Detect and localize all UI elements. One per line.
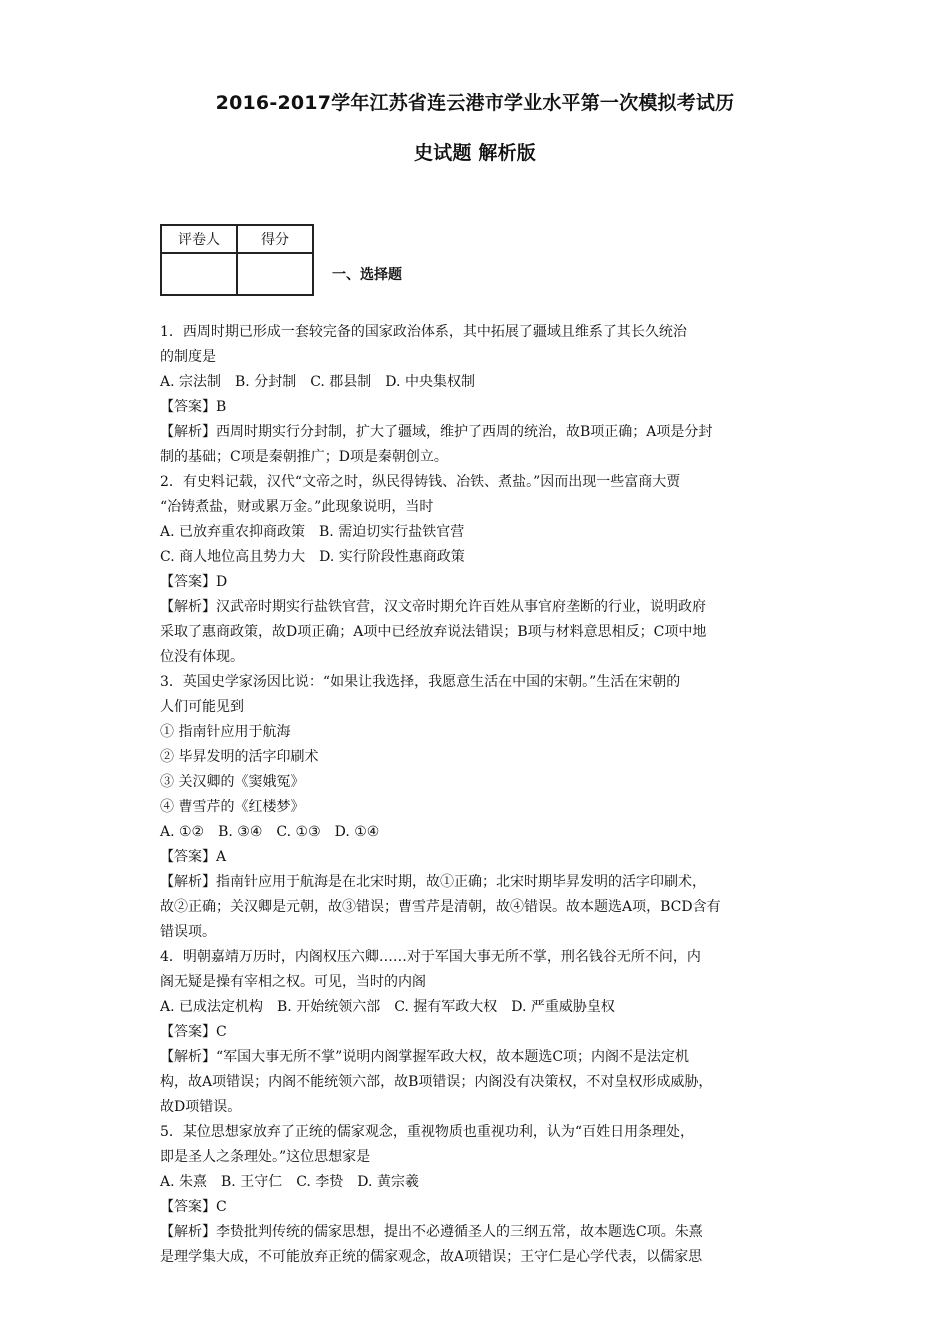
text-line: “冶铸煮盐，财或累万金。”此现象说明，当时 <box>160 499 434 515</box>
document-title-line-2: 史试题 解析版 <box>413 142 536 164</box>
text-line: 【解析】西周时期实行分封制，扩大了疆域，维护了西周的统治，故B项正确；A项是分封 <box>160 424 713 440</box>
text-line: 【解析】指南针应用于航海是在北宋时期，故①正确；北宋时期毕昇发明的活字印刷术， <box>160 874 706 890</box>
score-header: 得分 <box>237 225 313 253</box>
text-line: 2．有史料记载，汉代“文帝之时，纵民得铸钱、冶铁、煮盐。”因而出现一些富商大贾 <box>160 474 681 490</box>
text-line: 3．英国史学家汤因比说：“如果让我选择，我愿意生活在中国的宋朝。”生活在宋朝的 <box>160 674 681 690</box>
text-line: ③ 关汉卿的《窦娥冤》 <box>160 774 305 790</box>
text-line: 故D项错误。 <box>160 1099 242 1115</box>
text-line: A. 朱熹 B. 王守仁 C. 李贽 D. 黄宗羲 <box>160 1174 419 1190</box>
text-line: 4．明朝嘉靖万历时，内阁权压六卿……对于军国大事无所不掌，刑名钱谷无所不问，内 <box>160 949 701 965</box>
text-line: 【答案】C <box>160 1199 227 1215</box>
text-line: 5．某位思想家放弃了正统的儒家观念，重视物质也重视功利，认为“百姓日用条理处， <box>160 1124 695 1140</box>
score-table <box>160 224 314 296</box>
section-heading: 一、选择题 <box>332 267 402 283</box>
text-line: 【答案】A <box>160 849 227 865</box>
text-line: 构，故A项错误；内阁不能统领六部，故B项错误；内阁没有决策权，不对皇权形成威胁， <box>160 1074 713 1090</box>
text-line: C. 商人地位高且势力大 D. 实行阶段性惠商政策 <box>160 549 465 565</box>
text-line: 位没有体现。 <box>160 649 244 665</box>
document-title-line-1: 2016-2017学年江苏省连云港市学业水平第一次模拟考试历 <box>215 92 735 114</box>
text-line: ① 指南针应用于航海 <box>160 724 291 740</box>
text-line: 是理学集大成，不可能放弃正统的儒家观念，故A项错误；王守仁是心学代表，以儒家思 <box>160 1249 703 1265</box>
text-line: 【答案】B <box>160 399 227 415</box>
text-line: 制的基础；C项是秦朝推广；D项是秦朝创立。 <box>160 449 448 465</box>
text-line: ② 毕昇发明的活字印刷术 <box>160 749 319 765</box>
text-line: 即是圣人之条理处。”这位思想家是 <box>160 1149 371 1165</box>
text-line: 采取了惠商政策，故D项正确；A项中已经放弃说法错误；B项与材料意思相反；C项中地 <box>160 624 707 640</box>
text-line: 【解析】“军国大事无所不掌”说明内阁掌握军政大权，故本题选C项；内阁不是法定机 <box>160 1049 690 1065</box>
text-line: ④ 曹雪芹的《红楼梦》 <box>160 799 305 815</box>
text-line: 【解析】李贽批判传统的儒家思想，提出不必遵循圣人的三纲五常，故本题选C项。朱熹 <box>160 1224 703 1240</box>
text-line: A. 已成法定机构 B. 开始统领六部 C. 握有军政大权 D. 严重威胁皇权 <box>160 999 615 1015</box>
text-line: 错误项。 <box>160 924 216 940</box>
grader-header: 评卷人 <box>161 225 237 253</box>
score-cell <box>237 253 313 295</box>
text-line: 【解析】汉武帝时期实行盐铁官营，汉文帝时期允许百姓从事官府垄断的行业，说明政府 <box>160 599 706 615</box>
text-line: 【答案】C <box>160 1024 227 1040</box>
text-line: 故②正确；关汉卿是元朝，故③错误；曹雪芹是清朝，故④错误。故本题选A项，BCD含有 <box>160 899 721 915</box>
question-body <box>160 320 792 1270</box>
grader-cell <box>161 253 237 295</box>
text-line: 阁无疑是操有宰相之权。可见，当时的内阁 <box>160 974 426 990</box>
text-line: 的制度是 <box>160 349 216 365</box>
text-line: 1．西周时期已形成一套较完备的国家政治体系，其中拓展了疆域且维系了其长久统治 <box>160 324 687 340</box>
text-line: A. 已放弃重农抑商政策 B. 需迫切实行盐铁官营 <box>160 524 465 540</box>
text-line: 【答案】D <box>160 574 228 590</box>
text-line: A. ①② B. ③④ C. ①③ D. ①④ <box>160 824 380 840</box>
text-line: A. 宗法制 B. 分封制 C. 郡县制 D. 中央集权制 <box>160 374 475 390</box>
text-line: 人们可能见到 <box>160 699 244 715</box>
